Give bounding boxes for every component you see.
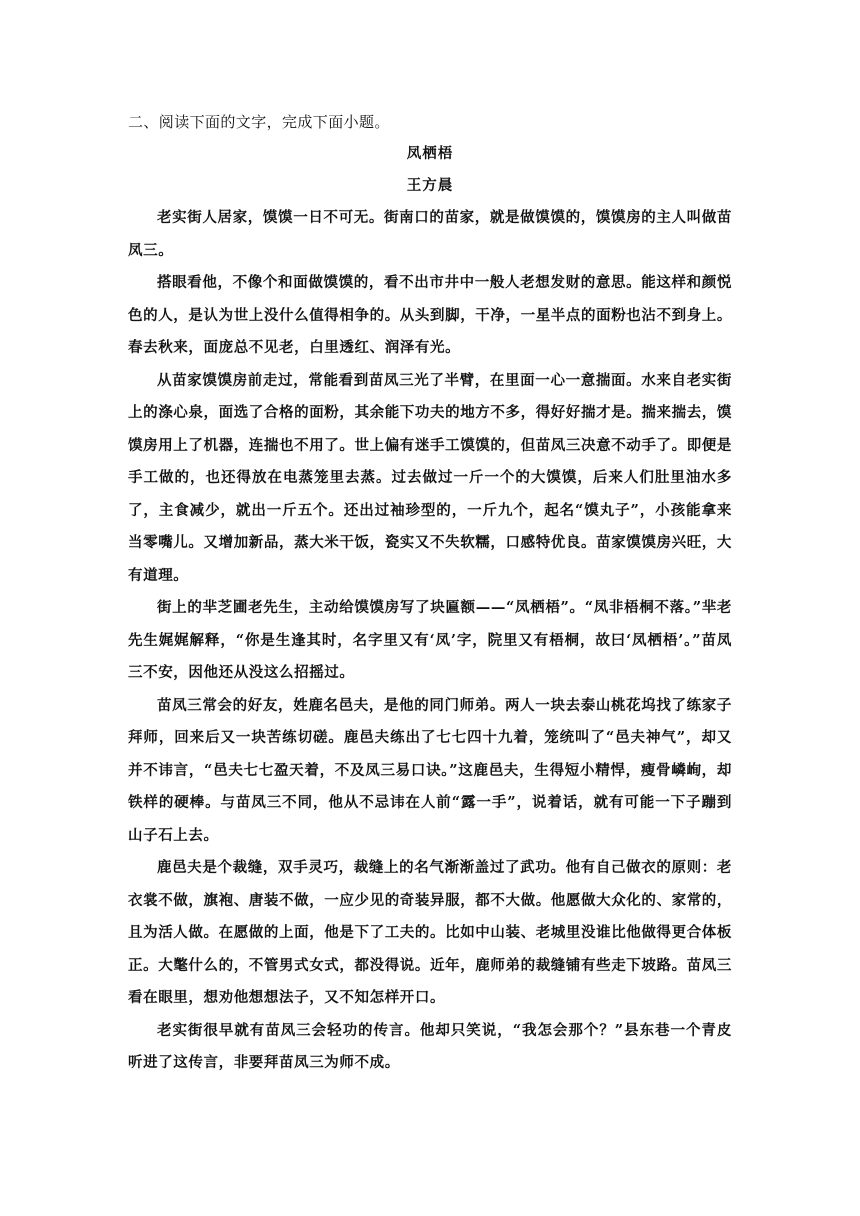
section-heading: 二、阅读下面的文字，完成下面小题。	[128, 113, 390, 131]
paragraph-7: 老实街很早就有苗凤三会轻功的传言。他却只笑说，“我怎会那个？”县东巷一个青皮听进了这传言，非要拜苗凤三为师不成。	[128, 1021, 732, 1071]
paragraph-2: 搭眼看他，不像个和面做馍馍的，看不出市井中一般人老想发财的意思。能这样和颜悦色的人，是认为世上没什么值得相争的。从头到脚，干净，一星半点的面粉也沾不到身上。春去秋来，面庞总不见老，白里透红、润泽有光。	[128, 274, 732, 356]
article-title: 凤栖梧	[406, 145, 454, 162]
article-author: 王方晨	[406, 177, 454, 194]
paragraph-1: 老实街人居家，馍馍一日不可无。街南口的苗家，就是做馍馍的，馍馍房的主人叫做苗凤三。	[128, 209, 732, 259]
paragraph-5: 苗凤三常会的好友，姓鹿名邑夫，是他的同门师弟。两人一块去泰山桃花坞找了练家子拜师，回来后又一块苦练切磋。鹿邑夫练出了七七四十九着，笼统叫了“邑夫神气”，却又并不讳言，“邑夫七七盈天着，不及凤三易口诀。”这鹿邑夫，生得短小精悍，瘦骨嶙峋，却铁样的硬棒。与苗凤三不同，他从不忌讳在人前“露一手”，说着话，就有可能一下子蹦到山子石上去。	[128, 696, 732, 844]
paragraph-3: 从苗家馍馍房前走过，常能看到苗凤三光了半臂，在里面一心一意揣面。水来自老实街上的涤心泉，面选了合格的面粉，其余能下功夫的地方不多，得好好揣才是。揣来揣去，馍馍房用上了机器，连揣也不用了。世上偏有迷手工馍馍的，但苗凤三决意不动手了。即便是手工做的，也还得放在电蒸笼里去蒸。过去做过一斤一个的大馍馍，后来人们肚里油水多了，主食减少，就出一斤五个。还出过袖珍型的，一斤九个，起名“馍丸子”，小孩能拿来当零嘴儿。又增加新品，蒸大米干饭，瓷实又不失软糯，口感特优良。苗家馍馍房兴旺，大有道理。	[128, 371, 732, 584]
paragraph-6: 鹿邑夫是个裁缝，双手灵巧，裁缝上的名气渐渐盖过了武功。他有自己做衣的原则：老衣裳不做，旗袍、唐装不做，一应少见的奇装异服，都不大做。他愿做大众化的、家常的，且为活人做。在愿做的上面，他是下了工夫的。比如中山装、老城里没谁比他做得更合体板正。大氅什么的，不管男式女式，都没得说。近年，鹿师弟的裁缝铺有些走下坡路。苗凤三看在眼里，想劝他想想法子，又不知怎样开口。	[128, 859, 732, 1006]
paragraph-4: 街上的芈芝圃老先生，主动给馍馍房写了块匾额——“凤栖梧”。“凤非梧桐不落。”芈老先生娓娓解释，“你是生逢其时，名字里又有‘凤’字，院里又有梧桐，故曰‘凤栖梧’。”苗凤三不安，因他还从没这么招摇过。	[128, 599, 732, 681]
document-page	[128, 108, 732, 1080]
